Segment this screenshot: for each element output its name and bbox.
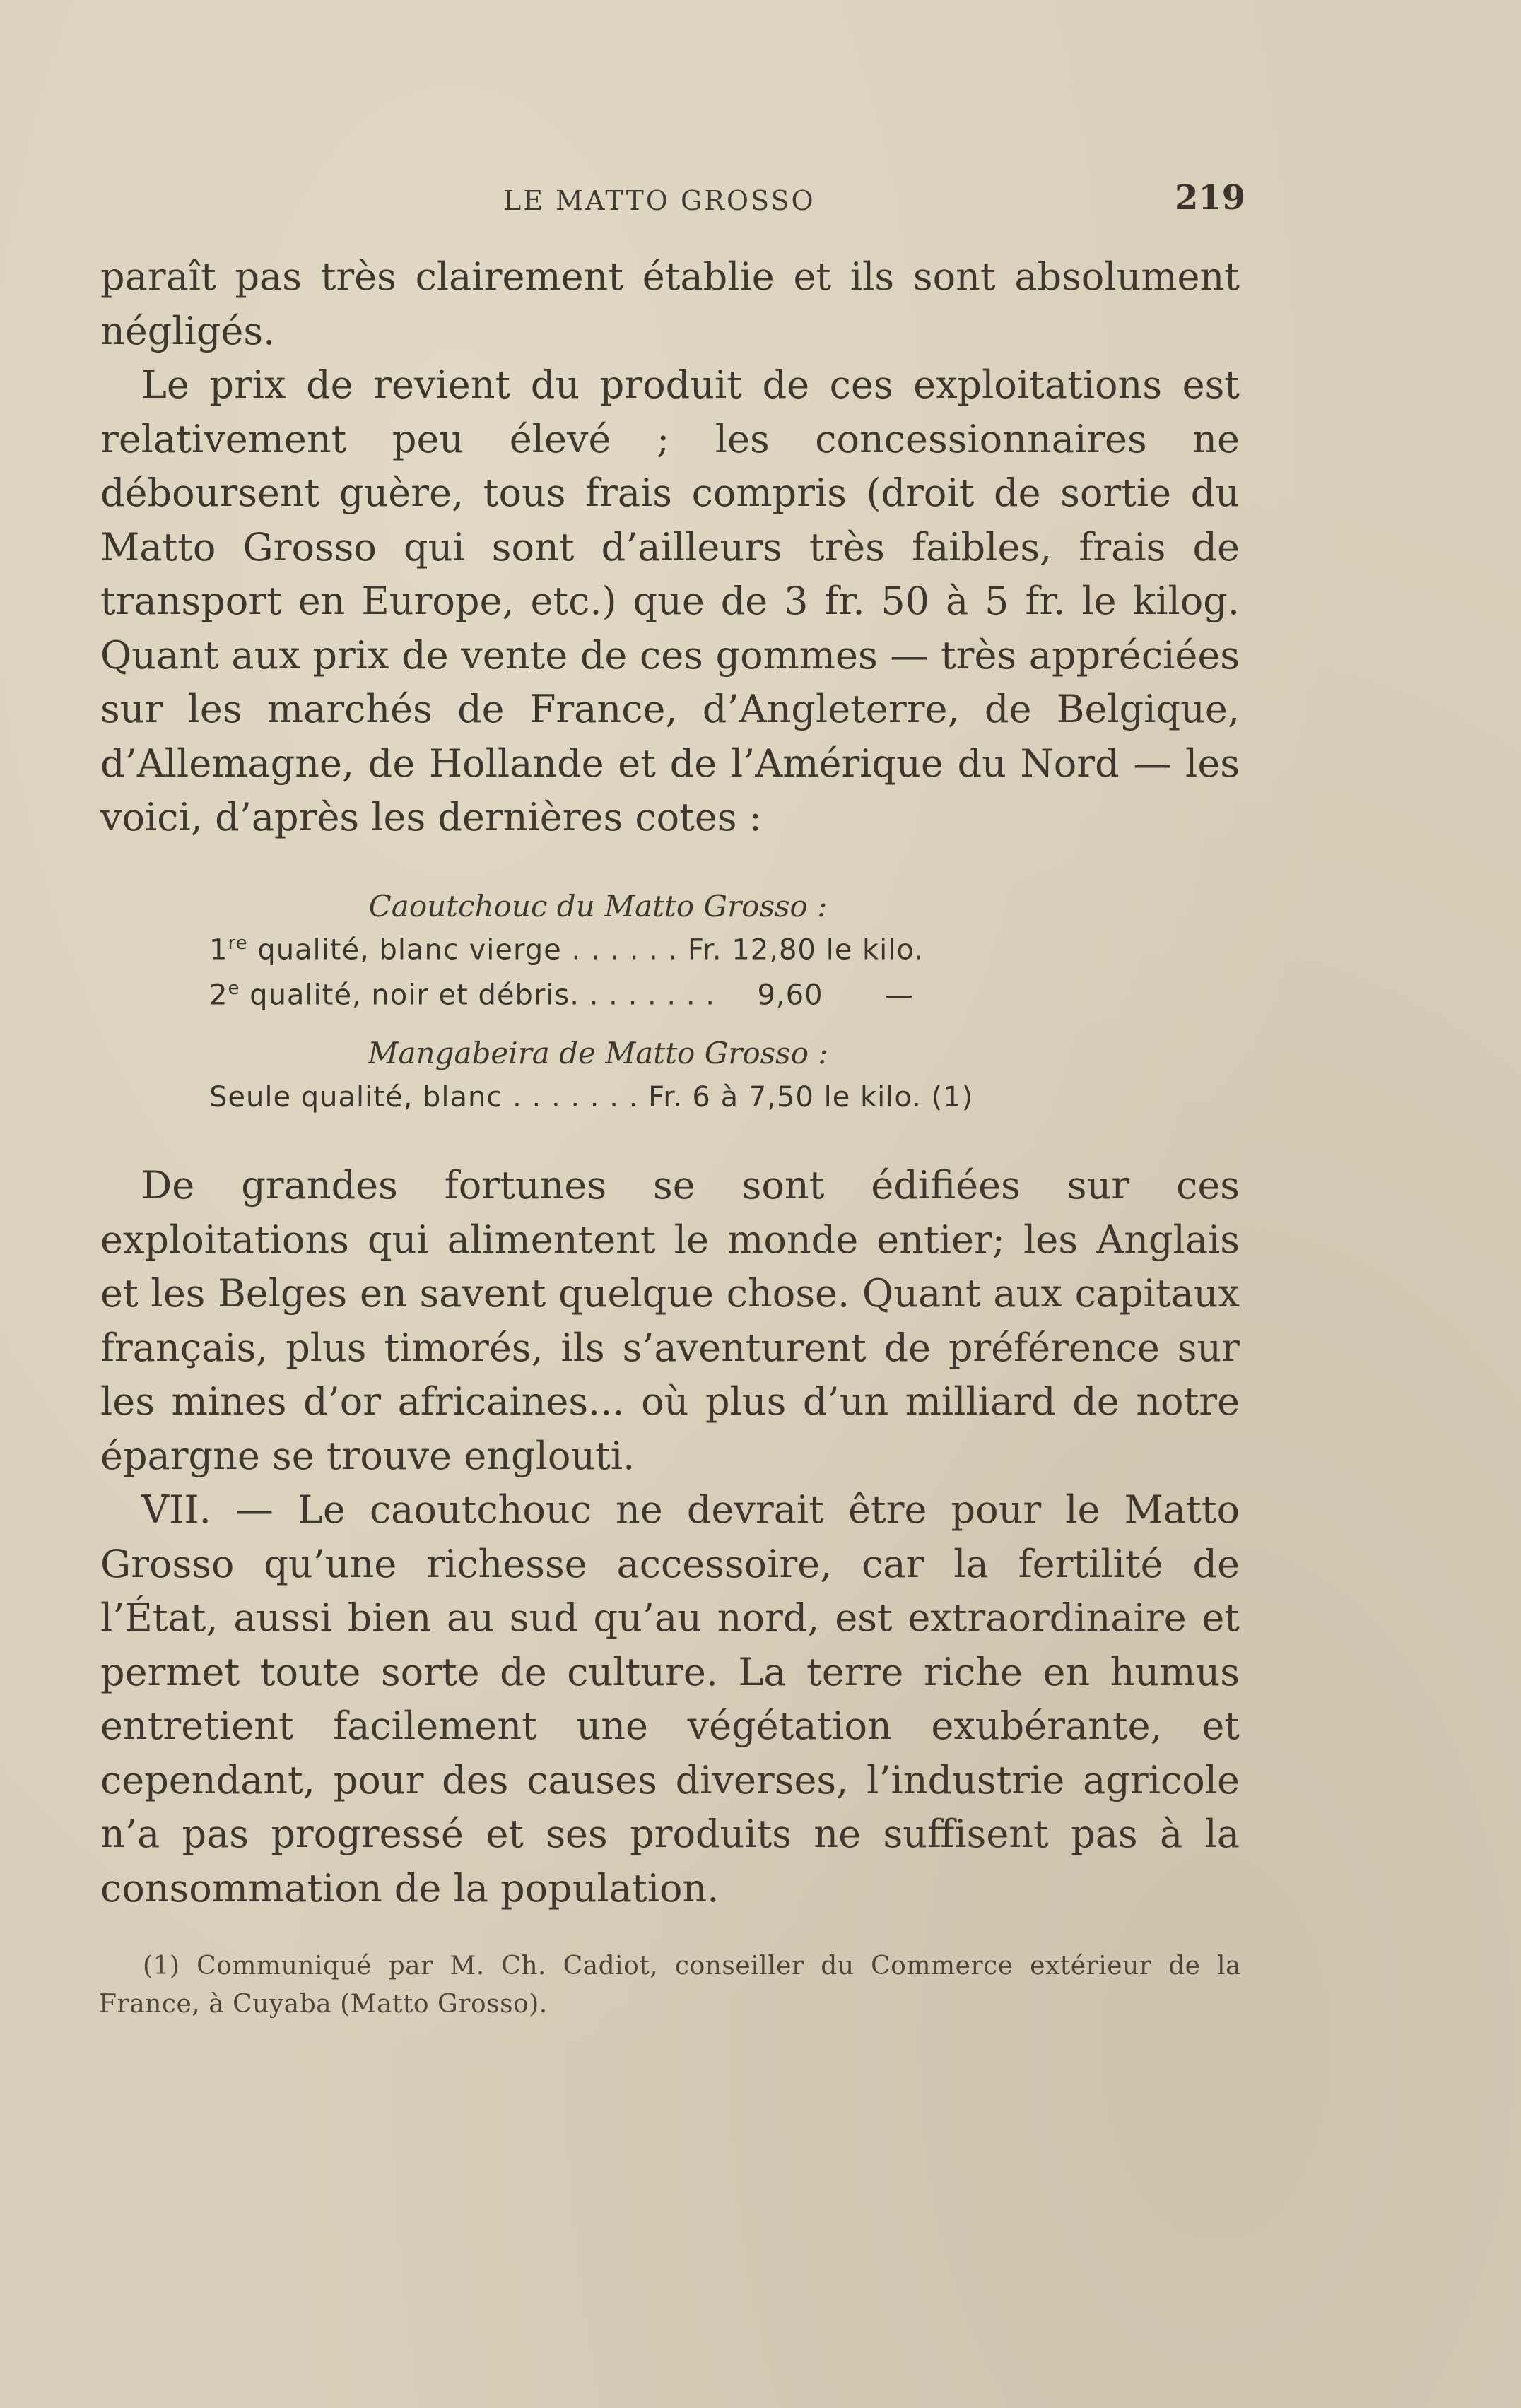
price-value: 9,60 bbox=[757, 979, 823, 1012]
page-number: 219 bbox=[1175, 178, 1246, 218]
price-unit-ditto: — bbox=[884, 979, 914, 1012]
footnote: (1) Communiqué par M. Ch. Cadiot, conseiller du Commerce extérieur de la France, à Cuyaba (Matto Grosso). bbox=[99, 1952, 1241, 2019]
ordinal: 1 bbox=[209, 933, 228, 967]
currency: Fr. bbox=[688, 933, 722, 967]
price-unit: le kilo. bbox=[826, 933, 924, 967]
quality-label: qualité, blanc vierge bbox=[257, 933, 562, 967]
quality-label: Seule qualité, blanc bbox=[209, 1081, 503, 1114]
price-section-title-caoutchouc: Caoutchouc du Matto Grosso : bbox=[368, 889, 828, 923]
ordinal: 2 bbox=[209, 979, 228, 1012]
dot-leader: . . . . . . . bbox=[512, 1081, 639, 1114]
paragraph-continued: paraît pas très clairement établie et ils sont absolument négligés. bbox=[100, 254, 1240, 353]
ordinal-suffix: e bbox=[228, 978, 240, 999]
price-row-single-quality bbox=[209, 1081, 973, 1114]
price-row-second-quality bbox=[209, 978, 914, 1011]
paragraph-cost-price: Le prix de revient du produit de ces exploitations est relativement peu élevé ; les concessionnaires ne déboursent guère, tous frais compris (droit de sortie du Matto Grosso qui sont d’ailleurs très faibles, frais de transport en Europe, etc.) que de 3 fr. 50 à 5 fr. le kilog. Quant aux prix de vente de ces gommes — très appréciées sur les marchés de France, d’Angleterre, de Belgique, d’Allemagne, de Hollande et de l’Amérique du Nord — les voici, d’après les dernières cotes : bbox=[100, 362, 1240, 839]
price-value: 6 à 7,50 bbox=[692, 1081, 814, 1114]
price-value: 12,80 bbox=[732, 933, 816, 967]
paragraph-section-vii: VII. — Le caoutchouc ne devrait être pour le Matto Grosso qu’une richesse accessoire, car la fertilité de l’État, aussi bien au sud qu’au nord, est extraordinaire et permet toute sorte de culture. La terre riche en humus entretient facilement une végétation exubérante, et cependant, pour des causes diverses, l’industrie agricole n’a pas progressé et ses produits ne suffisent pas à la consommation de la population. bbox=[100, 1487, 1240, 1911]
price-unit: le kilo. bbox=[823, 1081, 922, 1114]
body-text-lower bbox=[100, 1159, 1240, 1916]
price-row-first-quality bbox=[209, 933, 924, 966]
quality-label: qualité, noir et débris bbox=[249, 979, 570, 1012]
paragraph-fortunes: De grandes fortunes se sont édifiées sur ces exploitations qui alimentent le monde entier; les Anglais et les Belges en savent quelque chose. Quant aux capitaux français, plus timorés, ils s’aventurent de préférence sur les mines d’or africaines... où plus d’un milliard de notre épargne se trouve englouti. bbox=[100, 1163, 1240, 1478]
body-text-upper bbox=[100, 250, 1240, 845]
dot-leader: . . . . . . bbox=[571, 933, 679, 967]
ordinal-suffix: re bbox=[228, 933, 248, 954]
dot-leader: . . . . . . . . bbox=[570, 979, 716, 1012]
running-title: LE MATTO GROSSO bbox=[503, 185, 816, 216]
currency: Fr. bbox=[648, 1081, 683, 1114]
footnote-reference: (1) bbox=[931, 1081, 974, 1114]
price-section-title-mangabeira: Mangabeira de Matto Grosso : bbox=[368, 1036, 828, 1070]
